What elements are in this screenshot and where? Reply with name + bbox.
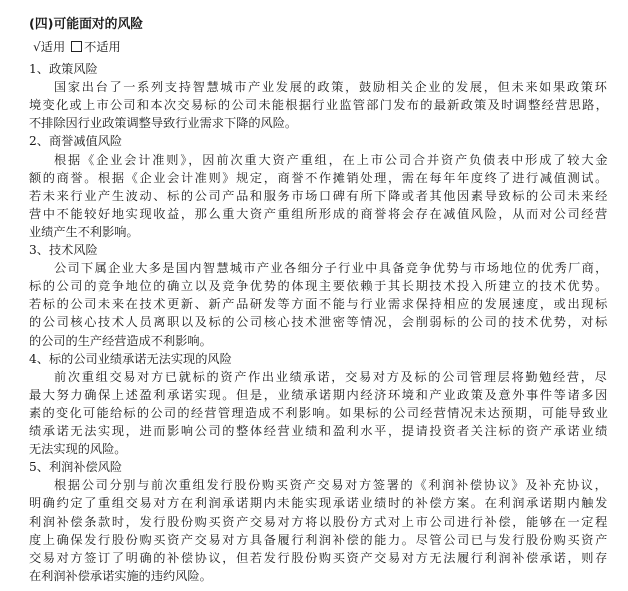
not-applicable-label: 不适用 (84, 40, 121, 54)
paragraph-line: 的公司的生产经营造成不利影响。 (29, 333, 212, 348)
paragraph-line: 若标的公司未来在技术更新、新产品研发等方面不能与行业需求保持相应的发展速度，或出现标 (29, 297, 609, 312)
paragraph-line: 无法实现的风险。 (29, 442, 127, 457)
paragraph-line: 在利润补偿承诺实施的违约风险。 (29, 568, 212, 583)
check-mark-icon: √ (33, 40, 41, 54)
paragraph-line: 不排除因行业政策调整导致行业需求下降的风险。 (29, 116, 298, 131)
paragraph-line: 国家出台了一系列支持智慧城市产业发展的政策，鼓励相关企业的发展，但未来如果政策环 (54, 80, 609, 95)
paragraph-line: 的公司核心技术人员离职以及标的公司核心技术泄密等情况，会削弱标的公司的技术优势，对标 (29, 315, 609, 330)
section-title: 5、利润补偿风险 (29, 460, 123, 475)
paragraph-line: 根据公司分别与前次重组发行股份购买资产交易对方签署的《利润补偿协议》及补充协议， (54, 478, 609, 493)
paragraph-line: 若未来行业产生波动、标的公司产品和服务市场口碑有所下降或者其他因素导致标的公司未来经 (29, 188, 609, 203)
paragraph-line: 标的公司的竞争地位的确立以及竞争优势的体现主要依赖于其长期技术投入所建立的技术优势。 (29, 279, 609, 294)
section-heading: (四)可能面对的风险 (29, 17, 144, 32)
paragraph-line: 明确约定了重组交易对方在利润承诺期内未能实现承诺业绩时的补偿方案。在利润承诺期内触发 (29, 496, 609, 511)
section-title: 1、政策风险 (29, 62, 98, 76)
paragraph-line: 最大努力确保上述盈利承诺实现。但是，业绩承诺期内经济环境和产业政策及意外事件等诸多因 (29, 387, 609, 402)
paragraph-line: 利润补偿条款时，发行股份购买资产交易对方将以股份方式对上市公司进行补偿，能够在一定程 (29, 514, 609, 529)
paragraph-line: 境变化或上市公司和本次交易标的公司未能根据行业监管部门发布的最新政策及时调整经营思路， (29, 98, 610, 113)
section-title: 4、标的公司业绩承诺无法实现的风险 (29, 351, 232, 366)
section-title: 2、商誉减值风险 (29, 134, 123, 149)
paragraph-line: 额的商誉。根据《企业会计准则》规定，商誉不作摊销处理，需在每年年度终了进行减值测试。 (29, 170, 609, 185)
applicability-options (33, 38, 121, 55)
paragraph-line: 公司下属企业大多是国内智慧城市产业各细分子行业中具备竞争优势与市场地位的优秀厂商， (54, 261, 609, 276)
paragraph-line: 素的变化可能给标的公司的经营管理造成不利影响。如果标的公司经营情况未达预期，可能导致业 (29, 405, 610, 420)
paragraph-line: 度上确保发行股份购买资产交易对方具备履行利润补偿的能力。尽管公司已与发行股份购买资产 (29, 532, 609, 547)
paragraph-line: 绩承诺无法实现，进而影响公司的整体经营业绩和盈利水平，提请投资者关注标的资产承诺业绩 (29, 424, 609, 438)
paragraph-line: 前次重组交易对方已就标的资产作出业绩承诺，交易对方及标的公司管理层将勤勉经营，尽 (54, 369, 609, 384)
section-title: 3、技术风险 (29, 243, 98, 257)
paragraph-line: 交易对方签订了明确的补偿协议，但若发行股份购买资产交易对方无法履行利润补偿承诺，则存 (29, 550, 609, 565)
paragraph-line: 根据《企业会计准则》，因前次重大资产重组，在上市公司合并资产负债表中形成了较大金 (54, 152, 610, 167)
paragraph-line: 业绩产生不利影响。 (29, 224, 139, 239)
applicable-label: 适用 (40, 40, 66, 54)
paragraph-line: 营中不能较好地实现收益，那么重大资产重组所形成的商誉将会存在减值风险，从而对公司经营 (29, 206, 609, 221)
checkbox-icon (71, 41, 82, 52)
